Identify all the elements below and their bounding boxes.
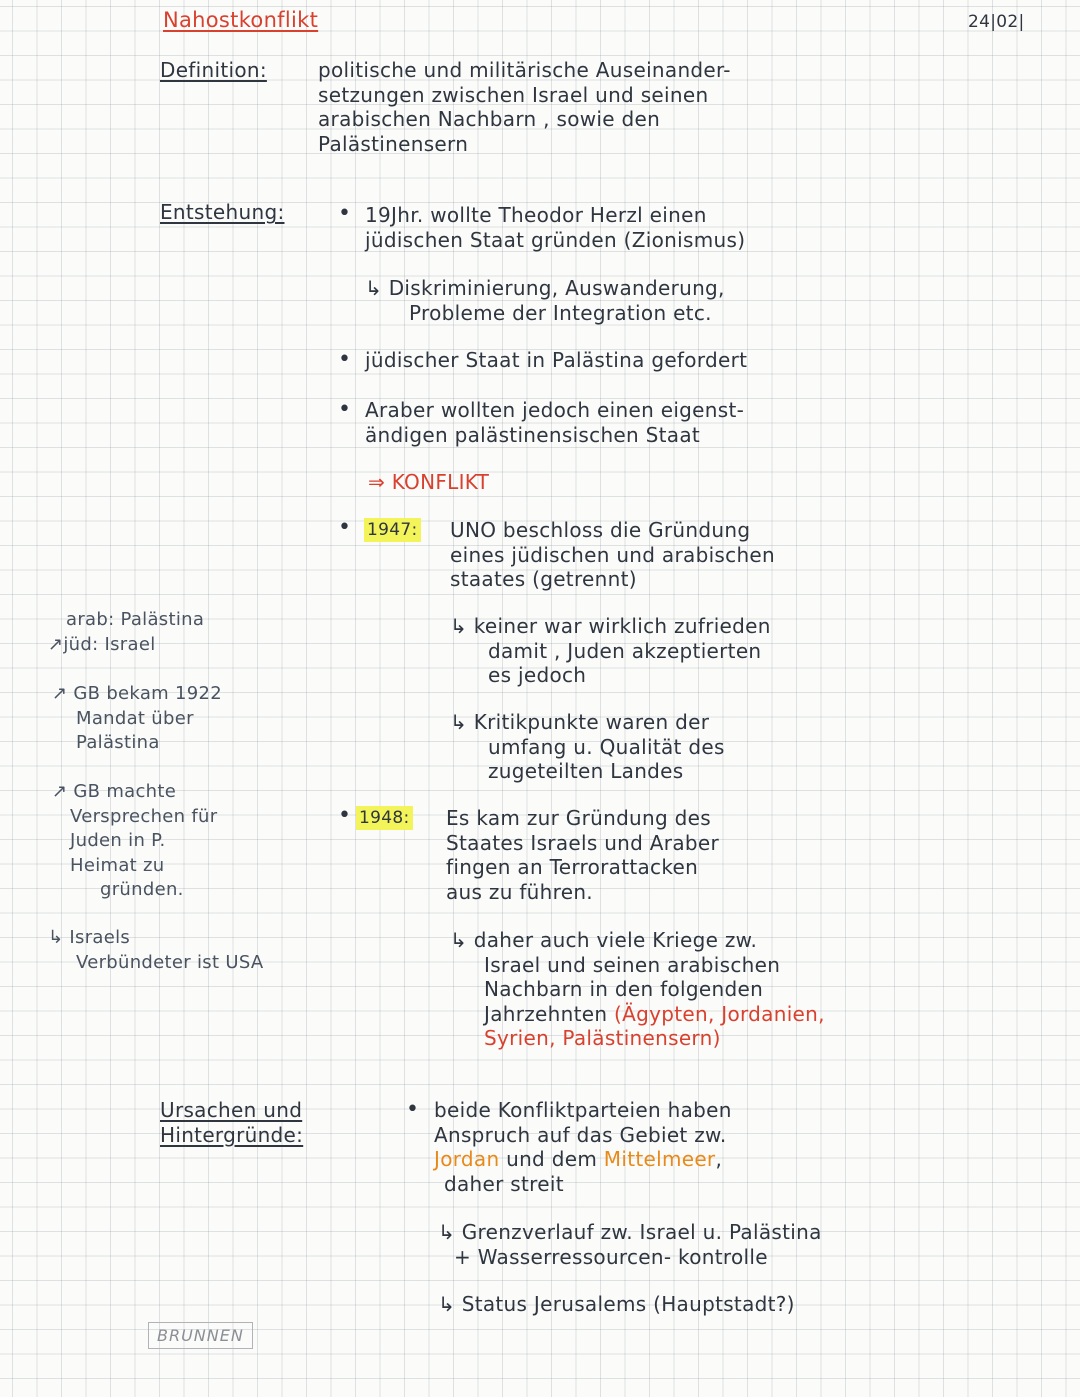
- bullet-dot: •: [338, 347, 351, 372]
- text-line: es jedoch: [488, 663, 587, 687]
- definition-text: [318, 58, 731, 156]
- text-line: ↳ Kritikpunkte waren der: [450, 710, 710, 734]
- text-line: staates (getrennt): [450, 567, 637, 591]
- text-line: Verbündeter ist USA: [76, 951, 264, 973]
- text-line: jüdischen Staat gründen (Zionismus): [365, 227, 746, 252]
- text-line: daher streit: [444, 1171, 564, 1196]
- entstehung-point-2: jüdischer Staat in Palästina gefordert: [365, 348, 748, 372]
- text-line: UNO beschloss die Gründung: [450, 518, 751, 542]
- jordan-label: Jordan: [434, 1147, 500, 1171]
- ursachen-point: [434, 1098, 732, 1196]
- countries-note: Syrien, Palästinensern): [484, 1026, 721, 1050]
- text-segment: ,: [715, 1147, 723, 1171]
- text-segment: und dem: [506, 1147, 598, 1171]
- text-line: Mandat über: [76, 707, 194, 729]
- text-line: ↳ Diskriminierung, Auswanderung,: [365, 276, 725, 300]
- text-line: ↗ GB machte: [52, 781, 177, 802]
- text-line: arab: Palästina: [66, 609, 205, 630]
- side-note-names: [48, 608, 204, 657]
- text-line: damit , Juden akzeptierten: [488, 638, 762, 663]
- text-line: aus zu führen.: [446, 879, 593, 904]
- text-line: Es kam zur Gründung des: [446, 806, 711, 830]
- text-line: gründen.: [100, 879, 184, 900]
- entstehung-label: Entstehung:: [160, 200, 285, 224]
- text-line: [450, 1002, 825, 1027]
- text-line: Probleme der Integration etc.: [409, 300, 712, 325]
- definition-line: arabischen Nachbarn , sowie den: [318, 107, 661, 131]
- entstehung-point-5-sub: [450, 928, 825, 1051]
- countries-note: (Ägypten, Jordanien,: [614, 1001, 825, 1026]
- text-line: 19Jhr. wollte Theodor Herzl einen: [365, 203, 707, 227]
- text-line: Anspruch auf das Gebiet zw.: [434, 1122, 727, 1147]
- text-line: ↳ daher auch viele Kriege zw.: [450, 928, 758, 952]
- text-line: ↳ Israels: [48, 927, 131, 948]
- ursachen-sub-2: ↳ Status Jerusalems (Hauptstadt?): [438, 1292, 795, 1316]
- text-line: eines jüdischen und arabischen: [450, 542, 775, 567]
- text-line: Heimat zu: [70, 854, 165, 876]
- side-note-mandate: [52, 682, 222, 756]
- text-line: umfang u. Qualität des: [488, 734, 725, 759]
- ursachen-sub-1: [438, 1220, 822, 1269]
- konflikt-label: ⇒ KONFLIKT: [368, 470, 490, 494]
- page-title: Nahostkonflikt: [163, 8, 319, 32]
- text-line: ↗ GB bekam 1922: [52, 683, 223, 704]
- text-line: beide Konfliktparteien haben: [434, 1098, 732, 1122]
- text-line: ↳ Grenzverlauf zw. Israel u. Palästina: [438, 1220, 822, 1244]
- text-line: ↗jüd: Israel: [48, 633, 156, 655]
- text-line: Versprechen für: [70, 805, 218, 827]
- entstehung-point-5: [446, 806, 719, 904]
- bullet-dot: •: [338, 803, 351, 828]
- text-line: Ursachen und: [160, 1098, 303, 1122]
- text-line: fingen an Terrorattacken: [446, 855, 699, 879]
- text-line: zugeteilten Landes: [488, 759, 684, 783]
- text-line: Israel und seinen arabischen: [484, 952, 781, 977]
- bullet-dot: •: [338, 201, 351, 226]
- text-line: Palästina: [76, 732, 160, 753]
- text-line: Juden in P.: [70, 830, 166, 851]
- side-note-ally: [48, 926, 264, 975]
- text-line: [434, 1147, 732, 1172]
- entstehung-point-4-sub-2: [450, 710, 725, 784]
- entstehung-point-3: [365, 398, 744, 447]
- bullet-dot: •: [338, 397, 351, 422]
- definition-label: Definition:: [160, 58, 267, 82]
- entstehung-point-1: [365, 203, 745, 252]
- text-line: Araber wollten jedoch einen eigenst-: [365, 398, 745, 422]
- entstehung-point-4: [450, 518, 775, 592]
- bullet-dot: •: [406, 1097, 419, 1122]
- date: 24|02|: [968, 12, 1025, 32]
- text-line: + Wasserressourcen- kontrolle: [454, 1244, 768, 1269]
- bullet-dot: •: [338, 515, 351, 540]
- entstehung-point-1-sub: [365, 276, 725, 325]
- text-line: ändigen palästinensischen Staat: [365, 422, 701, 447]
- text-line: Nachbarn in den folgenden: [484, 977, 764, 1001]
- mittelmeer-label: Mittelmeer: [603, 1147, 716, 1171]
- definition-line: politische und militärische Auseinander-: [318, 58, 731, 82]
- text-line: ↳ keiner war wirklich zufrieden: [450, 614, 771, 638]
- text-segment: Jahrzehnten: [484, 1001, 608, 1026]
- definition-line: setzungen zwischen Israel und seinen: [318, 82, 709, 107]
- brunnen-logo: BRUNNEN: [148, 1322, 253, 1349]
- year-1948: 1948:: [356, 806, 413, 830]
- text-line: Staates Israels und Araber: [446, 830, 719, 855]
- text-line: Hintergründe:: [160, 1122, 304, 1147]
- side-note-promise: [52, 780, 217, 903]
- definition-line: Palästinensern: [318, 131, 469, 156]
- entstehung-point-4-sub-1: [450, 614, 771, 688]
- year-1947: 1947:: [364, 518, 421, 542]
- ursachen-label: [160, 1098, 303, 1147]
